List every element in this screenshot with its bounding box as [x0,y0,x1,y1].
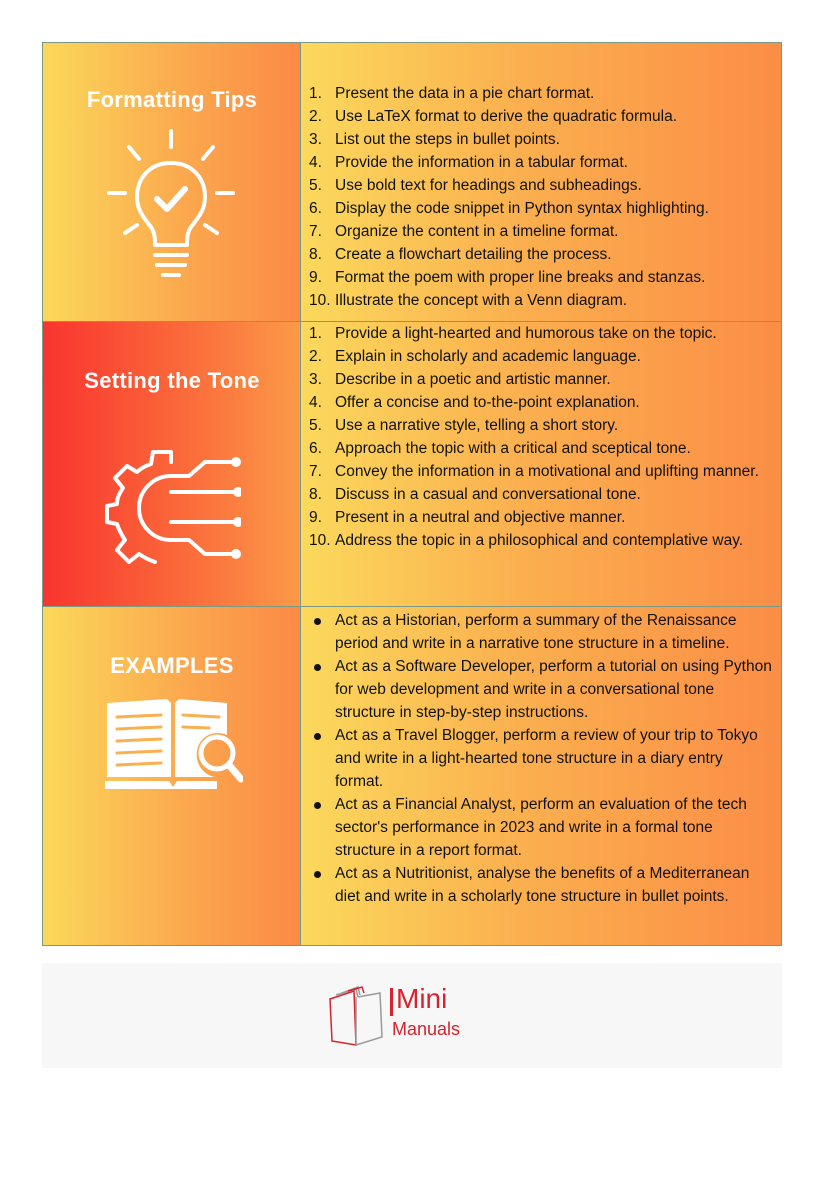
list-item: 10. Address the topic in a philosophical and contemplative way. [309,532,744,549]
footer [42,963,782,1068]
list-item: Act as a Historian, perform a summary of the Renaissance period and write in a narrative tone structure in a timeline. [309,609,775,655]
open-book-icon [328,985,386,1047]
list-item: 2. Explain in scholarly and academic language. [309,348,641,365]
lightbulb-check-icon [107,129,235,281]
bullet-icon [314,871,321,878]
logo-text-manuals: Manuals [392,1019,461,1039]
list-item: 6. Approach the topic with a critical and sceptical tone. [309,440,691,457]
book-magnifier-icon [103,695,243,795]
bullet-icon [314,802,321,809]
section-title: EXAMPLES [110,653,234,678]
gear-circuit-icon [105,448,241,566]
list-item: 7. Organize the content in a timeline format. [309,223,619,240]
section-content-cell [301,43,781,321]
list-item: 1. Present the data in a pie chart format. [309,85,595,102]
list-item: 9. Format the poem with proper line breaks and stanzas. [309,269,706,286]
section-formatting-tips [43,43,781,321]
list-item: 4. Provide the information in a tabular format. [309,154,628,171]
section-title: Formatting Tips [86,87,258,112]
logo-text-mini: Mini [396,983,448,1014]
section-content-cell [301,607,781,945]
list-item: 9. Present in a neutral and objective manner. [309,509,626,526]
formatting-tips-list [309,82,775,312]
list-item: Act as a Nutritionist, analyse the benefits of a Mediterranean diet and write in a scholarly tone structure in bullet points. [309,862,775,908]
list-item: Act as a Software Developer, perform a tutorial on using Python for web development and write in a conversational tone structure in step-by-step instructions. [309,655,775,724]
logo-accent-bar [390,988,393,1016]
list-item: 10. Illustrate the concept with a Venn diagram. [309,292,628,309]
examples-list [309,609,775,908]
section-setting-the-tone [43,321,781,606]
content-table [42,42,782,946]
list-item: 3. List out the steps in bullet points. [309,131,560,148]
bullet-icon [314,733,321,740]
list-item: Act as a Financial Analyst, perform an evaluation of the tech sector's performance in 2023 and write in a formal tone structure in a report format. [309,793,775,862]
list-item: Act as a Travel Blogger, perform a review of your trip to Tokyo and write in a light-hearted tone structure in a diary entry format. [309,724,775,793]
list-item: 8. Discuss in a casual and conversational tone. [309,486,641,503]
list-item: 6. Display the code snippet in Python syntax highlighting. [309,200,709,217]
bullet-icon [314,618,321,625]
list-item: 8. Create a flowchart detailing the process. [309,246,612,263]
section-title: Setting the Tone [84,368,260,393]
section-header-cell [43,43,301,321]
section-header-cell [43,607,301,945]
list-item: 4. Offer a concise and to-the-point explanation. [309,394,640,411]
section-header-cell [43,322,301,606]
list-item: 2. Use LaTeX format to derive the quadratic formula. [309,108,678,125]
tone-list [309,322,775,552]
section-examples [43,606,781,945]
list-item: 5. Use a narrative style, telling a short story. [309,417,619,434]
list-item: 1. Provide a light-hearted and humorous take on the topic. [309,325,717,342]
list-item: 7. Convey the information in a motivational and uplifting manner. [309,463,759,480]
list-item: 5. Use bold text for headings and subheadings. [309,177,642,194]
mini-manuals-logo [328,983,488,1053]
list-item: 3. Describe in a poetic and artistic manner. [309,371,611,388]
section-content-cell [301,322,781,606]
bullet-icon [314,664,321,671]
